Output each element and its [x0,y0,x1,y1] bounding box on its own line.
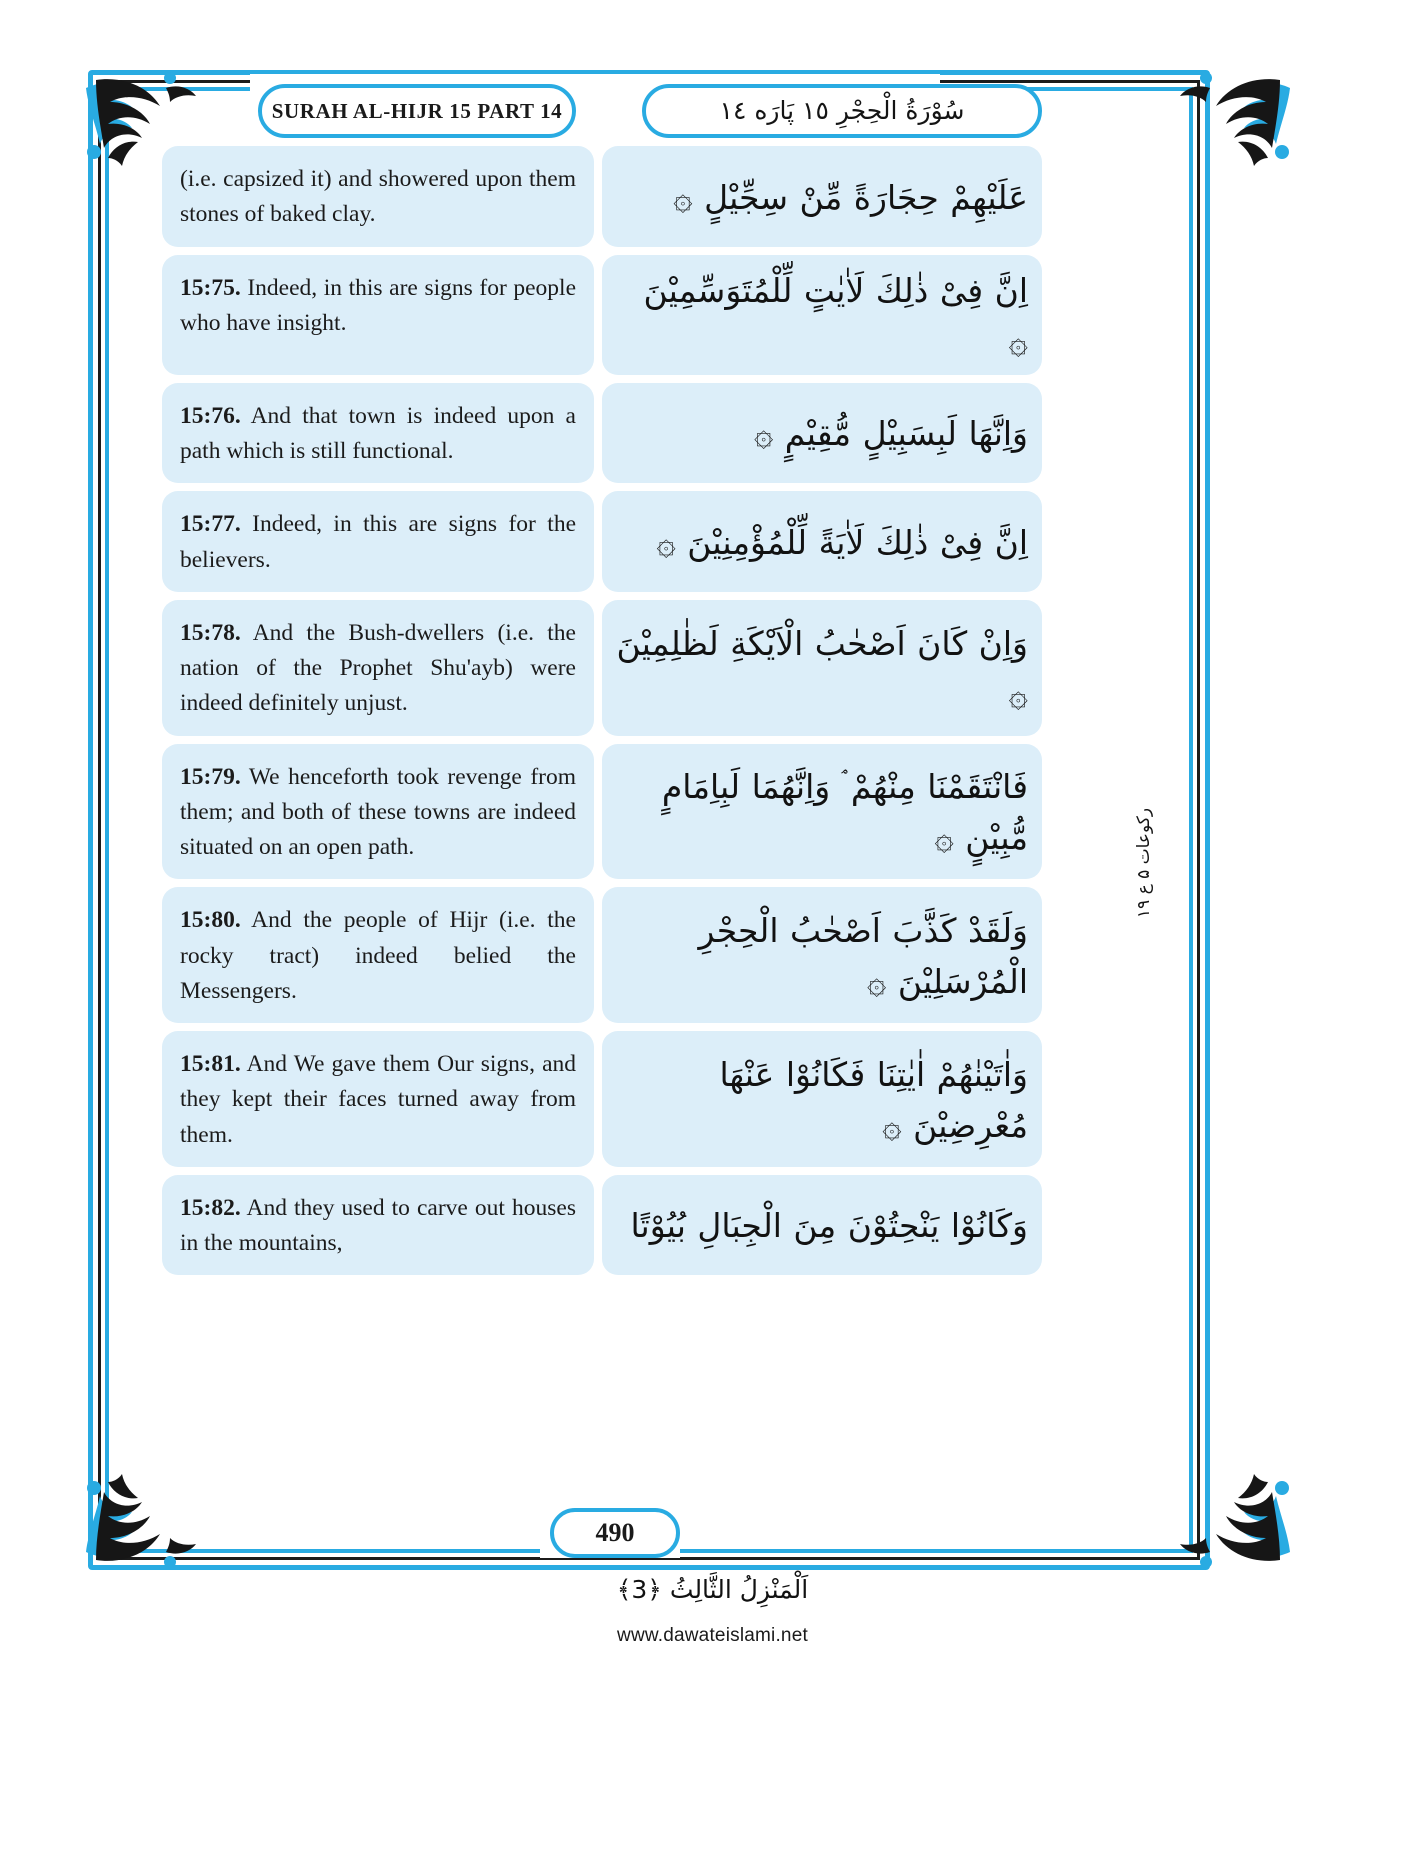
website-url[interactable]: www.dawateislami.net [617,1625,808,1646]
verse-english-cell [162,491,594,592]
ruku-marker-text: رکوعات ۵ ع ۱۹ [1134,807,1154,918]
verse-english-text [180,162,576,233]
corner-ornament-icon [78,62,208,192]
verse-english-text [180,616,576,722]
verse-english-cell [162,887,594,1023]
verse-arabic-cell [602,887,1042,1023]
verse-number: 15:80. [180,907,241,934]
verse-arabic-text: وَلَقَدْ كَذَّبَ اَصْحٰبُ الْحِجْرِ الْمُرْسَلِيْنَ ۞ [698,911,1028,1002]
page-title: SURAH AL-HIJR 15 PART 14 [271,98,563,123]
verse-arabic-cell [602,744,1042,880]
table-row [162,887,1042,1023]
page-number: 490 [595,1518,635,1547]
verse-english-text [180,507,576,578]
verse-english-body: And the Bush-dwellers (i.e. the nation of the Prophet Shu'ayb) were indeed definitely unjust. [180,619,576,717]
verse-english-text [180,1047,576,1153]
verse-arabic-text: اِنَّ فِیْ ذٰلِكَ لَاٰيٰتٍ لِّلْمُتَوَسِّمِيْنَ ۞ [643,270,1028,361]
verse-arabic-text: وَكَانُوْا يَنْحِتُوْنَ مِنَ الْجِبَالِ بُيُوْتًا [630,1206,1028,1246]
corner-ornament-icon [1168,1448,1298,1578]
verse-number: 15:82. [180,1194,241,1221]
page-number-capsule [550,1508,680,1558]
table-row [162,1031,1042,1167]
verse-number: 15:75. [180,274,241,301]
verse-arabic-cell [602,491,1042,592]
verse-english-text [180,1191,576,1262]
verse-arabic-cell [602,1175,1042,1276]
verse-english-cell [162,146,594,247]
verse-english-body: We henceforth took revenge from them; and both of these towns are indeed situated on an open path. [180,763,577,861]
verse-list [162,146,1042,1283]
page-title-arabic: سُوْرَةُ الْحِجْرِ ١٥ پَارَه ١٤ [719,95,965,125]
verse-english-cell [162,600,594,736]
verse-english-text [180,271,576,342]
surah-title-capsule [258,84,576,138]
verse-english-text [180,399,576,470]
table-row [162,1175,1042,1276]
verse-arabic-text: وَاٰتَيْنٰهُمْ اٰيٰتِنَا فَكَانُوْا عَنْهَا مُعْرِضِيْنَ ۞ [719,1054,1028,1145]
verse-number: 15:78. [180,619,241,646]
table-row [162,383,1042,484]
verse-english-cell [162,383,594,484]
verse-arabic-cell [602,383,1042,484]
verse-english-body: And that town is indeed upon a path which is still functional. [180,402,576,465]
verse-number: 15:77. [180,511,241,538]
verse-english-body: Indeed, in this are signs for people who have insight. [180,274,577,336]
verse-english-body: And they used to carve out houses in the mountains, [180,1194,576,1257]
page-footer [120,1508,1180,1562]
verse-arabic-cell [602,1031,1042,1167]
page-header [120,84,1180,142]
verse-arabic-text: فَانْتَقَمْنَا مِنْهُمْ ۘ وَاِنَّهُمَا لَبِاِمَامٍ مُّبِيْنٍ ۞ [661,767,1028,858]
table-row [162,600,1042,736]
surah-title-arabic-capsule [642,84,1042,138]
table-row [162,146,1042,247]
verse-english-text [180,903,576,1009]
verse-arabic-cell [602,600,1042,736]
verse-english-body: (i.e. capsized it) and showered upon them stones of baked clay. [180,166,576,228]
verse-english-text [180,760,576,866]
table-row [162,491,1042,592]
verse-english-cell [162,1031,594,1167]
verse-arabic-cell [602,146,1042,247]
verse-arabic-text: اِنَّ فِیْ ذٰلِكَ لَاٰيَةً لِّلْمُؤْمِنِيْنَ ۞ [656,522,1028,562]
verse-english-cell [162,255,594,375]
verse-english-body: And the people of Hijr (i.e. the rocky tract) indeed belied the Messengers. [180,907,576,1004]
verse-number: 15:79. [180,763,241,790]
verse-english-cell [162,744,594,880]
table-row [162,255,1042,375]
verse-number: 15:81. [180,1051,241,1078]
verse-number: 15:76. [180,402,241,429]
verse-english-body: And We gave them Our signs, and they kept their faces turned away from them. [180,1051,576,1148]
verse-arabic-text: وَاِنْ كَانَ اَصْحٰبُ الْاَيْكَةِ لَظٰلِمِيْنَ ۞ [616,623,1028,714]
corner-ornament-icon [1168,62,1298,192]
table-row [162,744,1042,880]
verse-english-body: Indeed, in this are signs for the believers. [180,511,576,573]
manzil-label: اَلْمَنْزِلُ الثَّالِثُ ﴿3﴾ [616,1575,809,1604]
verse-english-cell [162,1175,594,1276]
ruku-marker [1118,775,1170,950]
verse-arabic-text: وَاِنَّهَا لَبِسَبِيْلٍ مُّقِيْمٍ ۞ [753,414,1028,454]
verse-arabic-text: عَلَيْهِمْ حِجَارَةً مِّنْ سِجِّيْلٍ ۞ [673,177,1028,217]
verse-arabic-cell [602,255,1042,375]
corner-ornament-icon [78,1448,208,1578]
